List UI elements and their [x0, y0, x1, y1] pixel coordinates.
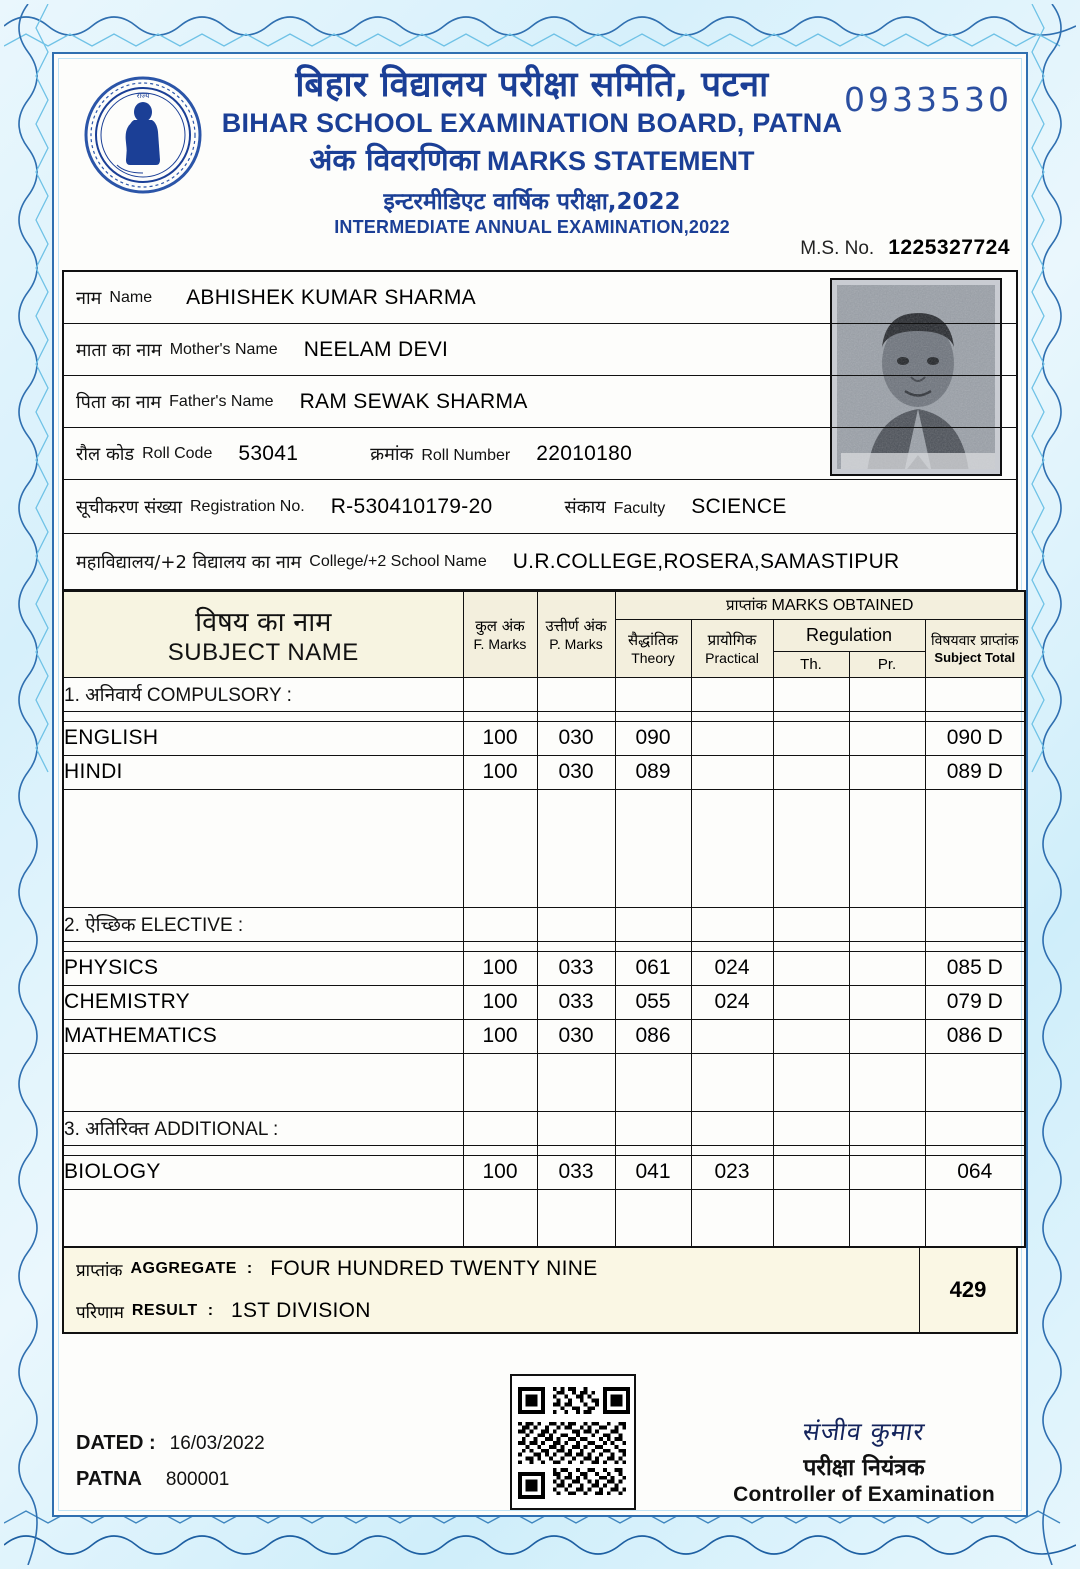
header-marks-obtained-hindi: प्राप्तांक — [726, 596, 768, 615]
aggregate-label-hindi: प्राप्तांक — [76, 1260, 123, 1281]
name-label-hindi: नाम — [76, 287, 102, 309]
signature-area — [714, 1414, 1014, 1507]
full-marks: 100 — [463, 1019, 537, 1053]
header-subject-name — [63, 591, 463, 677]
header-subject-total-hindi: विषयवार प्राप्तांक — [931, 633, 1019, 649]
section-title-english: ADDITIONAL : — [154, 1119, 279, 1140]
regulation-theory — [773, 1019, 849, 1053]
section-title-hindi: अतिरिक्त — [85, 1118, 150, 1140]
regulation-practical — [849, 985, 925, 1019]
header-subject-total-english: Subject Total — [934, 650, 1016, 665]
practical-marks: 024 — [691, 985, 773, 1019]
svg-text:राज्य: राज्य — [136, 92, 150, 100]
exam-name-hindi: इन्टरमीडिएट वार्षिक परीक्षा,2022 — [383, 188, 681, 215]
board-name-hindi: बिहार विद्यालय परीक्षा समिति, पटना — [295, 65, 769, 105]
subject-total: 090 D — [925, 721, 1025, 755]
header-practical-hindi: प्रायोगिक — [707, 631, 757, 649]
header-full-marks — [463, 591, 537, 677]
section-header-row — [63, 907, 1025, 941]
dated-row — [76, 1432, 265, 1455]
row-college — [64, 534, 1016, 590]
subject-total: 089 D — [925, 755, 1025, 789]
result-value: 1ST DIVISION — [231, 1299, 371, 1322]
board-seal-icon — [84, 76, 202, 194]
father-label-english: Father's Name — [169, 392, 274, 410]
full-marks: 100 — [463, 755, 537, 789]
header-theory — [615, 619, 691, 677]
theory-marks: 086 — [615, 1019, 691, 1053]
header-subject-english: SUBJECT NAME — [167, 638, 359, 666]
roll-code-label-english: Roll Code — [142, 444, 213, 462]
block-gap — [63, 789, 1025, 907]
place-label: PATNA — [76, 1468, 142, 1490]
full-marks: 100 — [463, 1155, 537, 1189]
regulation-practical — [849, 951, 925, 985]
section-title-elective — [63, 907, 463, 941]
section-title-hindi: अनिवार्य — [85, 684, 142, 706]
pass-marks: 033 — [537, 1155, 615, 1189]
header-practical-english: Practical — [705, 650, 759, 666]
practical-marks — [691, 1019, 773, 1053]
regulation-theory — [773, 985, 849, 1019]
dated-label: DATED : — [76, 1432, 156, 1454]
signature-script: संजीव कुमार — [801, 1417, 927, 1446]
section-number: 1. — [64, 685, 80, 706]
mother-label-english: Mother's Name — [169, 340, 278, 358]
summary-block — [62, 1248, 1018, 1334]
practical-marks — [691, 721, 773, 755]
regulation-theory — [773, 951, 849, 985]
document-header — [62, 58, 1018, 270]
regulation-practical — [849, 721, 925, 755]
registration-value: R-530410179-20 — [330, 494, 493, 518]
section-title-hindi: ऐच्छिक — [85, 914, 136, 936]
regulation-theory — [773, 1155, 849, 1189]
table-row — [63, 721, 1025, 755]
theory-marks: 090 — [615, 721, 691, 755]
header-regulation-practical: Pr. — [849, 651, 925, 677]
header-marks-obtained — [615, 591, 1025, 619]
exam-name-english: INTERMEDIATE ANNUAL EXAMINATION,2022 — [334, 216, 730, 237]
aggregate-label-english: AGGREGATE — [130, 1260, 237, 1277]
header-subject-total — [925, 619, 1025, 677]
section-title-english: COMPULSORY : — [146, 685, 292, 706]
certificate-serial-number: 0933530 — [844, 80, 1012, 119]
roll-code-value: 53041 — [238, 441, 299, 465]
marks-statement-page — [62, 58, 1019, 1506]
ms-number-value: 1225327724 — [888, 236, 1010, 259]
row-student-name — [64, 272, 1016, 324]
subject-name: BIOLOGY — [63, 1155, 463, 1189]
dated-value: 16/03/2022 — [169, 1433, 265, 1454]
section-number: 3. — [64, 1119, 80, 1140]
header-subject-hindi: विषय का नाम — [195, 606, 332, 638]
section-number: 2. — [64, 915, 80, 936]
header-pass-marks-english: P. Marks — [549, 636, 603, 653]
registration-label-english: Registration No. — [189, 497, 305, 515]
result-row — [64, 1290, 919, 1332]
father-label-hindi: पिता का नाम — [76, 391, 162, 413]
subject-total: 085 D — [925, 951, 1025, 985]
college-label-english: College/+2 School Name — [309, 552, 487, 570]
theory-marks: 041 — [615, 1155, 691, 1189]
subject-name: PHYSICS — [63, 951, 463, 985]
regulation-theory — [773, 755, 849, 789]
practical-marks: 024 — [691, 951, 773, 985]
college-label-hindi: महाविद्यालय/+2 विद्यालय का नाम — [76, 551, 302, 573]
faculty-label-english: Faculty — [613, 499, 666, 517]
marks-table-head — [63, 591, 1025, 677]
row-roll — [64, 428, 1016, 480]
result-colon: : — [207, 1302, 214, 1319]
designation-english: Controller of Examination — [733, 1483, 995, 1506]
section-gap — [63, 711, 1025, 721]
table-row — [63, 1019, 1025, 1053]
table-row — [63, 755, 1025, 789]
section-gap — [63, 941, 1025, 951]
mother-label-hindi: माता का नाम — [76, 339, 162, 361]
marks-table-body — [63, 677, 1025, 1247]
roll-number-label-hindi: क्रमांक — [370, 443, 414, 465]
qr-code — [510, 1374, 636, 1510]
row-registration — [64, 480, 1016, 534]
father-name-value: RAM SEWAK SHARMA — [299, 389, 528, 413]
subject-total: 064 — [925, 1155, 1025, 1189]
header-pass-marks — [537, 591, 615, 677]
theory-marks: 055 — [615, 985, 691, 1019]
full-marks: 100 — [463, 985, 537, 1019]
table-row — [63, 985, 1025, 1019]
aggregate-words: FOUR HUNDRED TWENTY NINE — [270, 1257, 598, 1280]
section-title-compulsory — [63, 677, 463, 711]
header-regulation-theory: Th. — [773, 651, 849, 677]
roll-number-value: 22010180 — [536, 441, 633, 465]
registration-label-hindi: सूचीकरण संख्या — [76, 496, 182, 518]
section-header-row — [63, 1111, 1025, 1145]
header-practical — [691, 619, 773, 677]
regulation-theory — [773, 721, 849, 755]
header-marks-obtained-english: MARKS OBTAINED — [771, 597, 914, 615]
table-row — [63, 1155, 1025, 1189]
block-gap — [63, 1189, 1025, 1247]
student-name-value: ABHISHEK KUMAR SHARMA — [186, 285, 476, 309]
subject-name: MATHEMATICS — [63, 1019, 463, 1053]
aggregate-total-value: 429 — [919, 1248, 1016, 1332]
mother-name-value: NEELAM DEVI — [303, 337, 449, 361]
pass-marks: 030 — [537, 755, 615, 789]
roll-code-label-hindi: रौल कोड — [76, 443, 135, 465]
document-title-english: MARKS STATEMENT — [487, 145, 755, 176]
full-marks: 100 — [463, 721, 537, 755]
document-title-hindi: अंक विवरणिका — [309, 142, 480, 178]
subject-name: HINDI — [63, 755, 463, 789]
aggregate-colon: : — [246, 1260, 253, 1277]
row-mother-name — [64, 324, 1016, 376]
header-full-marks-hindi: कुल अंक — [475, 617, 525, 636]
theory-marks: 089 — [615, 755, 691, 789]
pass-marks: 030 — [537, 1019, 615, 1053]
subject-total: 079 D — [925, 985, 1025, 1019]
section-gap — [63, 1145, 1025, 1155]
section-title-additional — [63, 1111, 463, 1145]
document-footer — [62, 1356, 1018, 1546]
header-regulation: Regulation — [773, 619, 925, 651]
subject-name: CHEMISTRY — [63, 985, 463, 1019]
regulation-practical — [849, 1155, 925, 1189]
aggregate-row — [64, 1248, 919, 1290]
faculty-label-hindi: संकाय — [564, 496, 606, 518]
regulation-practical — [849, 755, 925, 789]
pass-marks: 033 — [537, 951, 615, 985]
section-title-english: ELECTIVE : — [140, 915, 244, 936]
header-theory-english: Theory — [631, 650, 675, 666]
faculty-value: SCIENCE — [691, 494, 787, 518]
ms-number-label: M.S. No. — [800, 238, 875, 259]
header-theory-hindi: सैद्धांतिक — [628, 631, 678, 649]
practical-marks: 023 — [691, 1155, 773, 1189]
theory-marks: 061 — [615, 951, 691, 985]
board-name-english: BIHAR SCHOOL EXAMINATION BOARD, PATNA — [221, 107, 843, 138]
pass-marks: 030 — [537, 721, 615, 755]
student-identity-block — [62, 270, 1018, 590]
block-gap — [63, 1053, 1025, 1111]
header-pass-marks-hindi: उत्तीर्ण अंक — [545, 617, 607, 636]
pin-value: 800001 — [165, 1469, 230, 1490]
result-label-hindi: परिणाम — [76, 1302, 124, 1323]
document-title-row — [212, 141, 852, 180]
name-label-english: Name — [109, 288, 153, 306]
row-father-name — [64, 376, 1016, 428]
header-titles — [212, 64, 852, 238]
full-marks: 100 — [463, 951, 537, 985]
practical-marks — [691, 755, 773, 789]
section-header-row — [63, 677, 1025, 711]
header-full-marks-english: F. Marks — [473, 636, 527, 653]
pass-marks: 033 — [537, 985, 615, 1019]
place-row — [76, 1468, 229, 1491]
marks-table — [62, 590, 1026, 1248]
table-row — [63, 951, 1025, 985]
roll-number-label-english: Roll Number — [421, 446, 511, 464]
regulation-practical — [849, 1019, 925, 1053]
designation-hindi: परीक्षा नियंत्रक — [803, 1455, 925, 1481]
subject-name: ENGLISH — [63, 721, 463, 755]
ms-number — [800, 236, 1010, 260]
result-label-english: RESULT — [131, 1302, 198, 1319]
college-value: U.R.COLLEGE,ROSERA,SAMASTIPUR — [512, 549, 900, 573]
subject-total: 086 D — [925, 1019, 1025, 1053]
